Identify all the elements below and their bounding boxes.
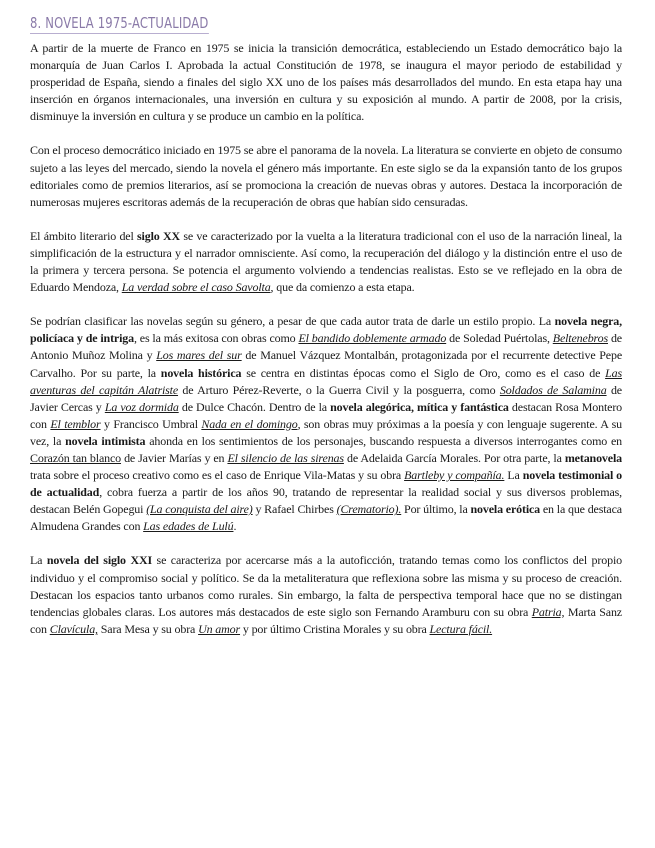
text-run: trata sobre el proceso creativo como es el caso de Enrique Vila-Matas y su obra — [30, 468, 405, 483]
text-run: ahonda en los sentimientos de los personajes, buscando respuesta a diversos interrogantes como en — [145, 433, 622, 448]
book-title-link[interactable]: Los mares del sur — [156, 348, 242, 363]
text-run: de Adelaida García Morales. Por otra parte, la — [343, 450, 565, 465]
book-title-link[interactable]: El silencio de las sirenas — [227, 450, 344, 465]
paragraph-siglo-xx — [30, 228, 622, 296]
bold-term: novela alegórica, mítica y fantástica — [330, 399, 509, 414]
book-title-link[interactable]: Patria, — [531, 604, 565, 619]
text-run: y Francisco Umbral — [100, 416, 202, 431]
book-title-link[interactable]: (La conquista del aire) — [146, 502, 253, 517]
bold-term: novela del siglo XXI — [46, 553, 152, 568]
text-run: La — [504, 468, 523, 483]
book-title-link[interactable]: El bandido doblemente armado — [298, 331, 447, 346]
text-run: , son obras muy próximas a la poesía y con lenguaje sugerente. A su vez, la — [30, 416, 623, 448]
paragraph-text: Con el proceso democrático iniciado en 1975 se abre el panorama de la novela. La literatura se convierte en objeto de consumo sujeto a las leyes del mercado, siendo la novela el género más importante. En este siglo se da la expansión tanto de los grupos editoriales como de premios literarios, así se promociona la creación de nuevas obras y autores. Destaca la incorporación de numerosas mujeres escritoras además de la recuperación de obras que habían sido censuradas. — [30, 143, 622, 209]
bold-term: metanovela — [564, 450, 622, 465]
paragraph-text: A partir de la muerte de Franco en 1975 se inicia la transición democrática, estableciendo un Estado democrático bajo la monarquía de Juan Carlos I. Aprobada la actual Constitución de 1978, se inaugura el mayor periodo de estabilidad y prosperidad de España, siendo a finales del siglo XX uno de los países más desarrollados del mundo. En esta etapa hay una inserción en órganos internacionales, una inversión en cultura y su exposición al mundo. A partir de 2008, por la crisis, disminuye la inversión en cultura y se produce un cambio en la política. — [30, 41, 622, 124]
book-title-link[interactable]: Las aventuras del capitán Alatriste — [30, 365, 622, 397]
section-title: 8. NOVELA 1975-ACTUALIDAD — [30, 14, 209, 32]
book-title-link[interactable]: Nada en el domingo — [201, 416, 298, 431]
book-title-link[interactable]: Clavícula, — [49, 621, 98, 636]
paragraph-historical-context — [30, 40, 622, 125]
text-run: y por último Cristina Morales y su obra — [240, 621, 430, 636]
text-run: se caracteriza por acercarse más a la autoficción, tratando temas como los conflictos del propio individuo y el compromiso social y político. Se da la metaliteratura que reflexiona sobre las misma y su proceso de creación. Destacan los espacios tanto urbanos como rurales. Sin embargo, la falta de perspectiva temporal hace que no se distingan tendencias globales claras. Los autores más destacados de este siglo son Fernando Aramburu con su obra — [30, 553, 622, 619]
bold-term: novela intimista — [65, 433, 146, 448]
text-run: , que da comienzo a esta etapa. — [270, 280, 415, 295]
text-run: de Manuel Vázquez Montalbán, protagonizada por el recurrente detective Pepe Carvalho. Por su parte, la — [30, 348, 622, 380]
text-run: se centra en distintas épocas como el Siglo de Oro, como es el caso de — [241, 365, 606, 380]
text-run: , cobra fuerza a partir de los años 90, tratando de representar la realidad social y sus diversos problemas, destacan Belén Gopegui — [30, 485, 622, 517]
text-run: de Antonio Muñoz Molina y — [30, 331, 622, 363]
text-run: de Javier Cercas y — [30, 382, 622, 414]
text-run: Por último, la — [401, 502, 471, 517]
bold-term: novela negra, policíaca y de intriga — [30, 314, 622, 346]
text-run: , es la más exitosa con obras como — [133, 331, 299, 346]
text-run: . — [233, 519, 237, 534]
bold-term: novela histórica — [160, 365, 242, 380]
book-title-link[interactable]: La voz dormida — [104, 399, 179, 414]
paragraph-democratic-process — [30, 142, 622, 210]
text-run: Marta Sanz con — [30, 604, 622, 636]
bold-term: novela testimonial o de actualidad — [30, 468, 623, 500]
text-run: Sara Mesa y su obra — [97, 621, 199, 636]
book-title-link[interactable]: Beltenebros — [552, 331, 608, 346]
text-run: Se podrían clasificar las novelas según su género, a pesar de que cada autor trata de darle un estilo propio. La — [30, 314, 555, 329]
text-run: de Javier Marías y en — [121, 450, 228, 465]
book-title-link[interactable]: Un amor — [198, 621, 241, 636]
text-run: y Rafael Chirbes — [252, 502, 337, 517]
text-run: de Dulce Chacón. Dentro de la — [178, 399, 331, 414]
document-page — [30, 14, 622, 655]
text-run: de Arturo Pérez-Reverte, o la Guerra Civil y la posguerra, como — [178, 382, 500, 397]
book-title-link[interactable]: Bartleby y compañía. — [404, 468, 505, 483]
book-title-link[interactable]: Corazón tan blanco — [30, 450, 122, 465]
text-run: en la que destaca Almudena Grandes con — [30, 502, 622, 534]
book-title-link[interactable]: La verdad sobre el caso Savolta — [121, 280, 271, 295]
book-title-link[interactable]: Las edades de Lulú — [143, 519, 234, 534]
text-run: se ve caracterizado por la vuelta a la literatura tradicional con el uso de la narración lineal, la simplificación de la estructura y el narrador omnisciente. Así como, la recuperación del diálogo y la distinción entre el uso de la primera y tercera persona. Se potencia el argumento volviendo a tendencias realistas. Esto se ve reflejado en la obra de Eduardo Mendoza, — [30, 228, 622, 295]
book-title-link[interactable]: Lectura fácil. — [429, 621, 493, 636]
text-run: destacan Rosa Montero con — [30, 399, 623, 431]
book-title-link[interactable]: Soldados de Salamina — [499, 382, 607, 397]
bold-term: siglo XX — [137, 228, 180, 243]
book-title-link[interactable]: El temblor — [50, 416, 101, 431]
paragraph-genres — [30, 313, 622, 535]
text-run: La — [30, 553, 47, 568]
text-run: de Soledad Puértolas, — [446, 331, 553, 346]
bold-term: novela erótica — [470, 502, 541, 517]
text-run: El ámbito literario del — [30, 228, 138, 243]
book-title-link[interactable]: (Crematorio). — [336, 502, 402, 517]
paragraph-siglo-xxi — [30, 552, 622, 637]
